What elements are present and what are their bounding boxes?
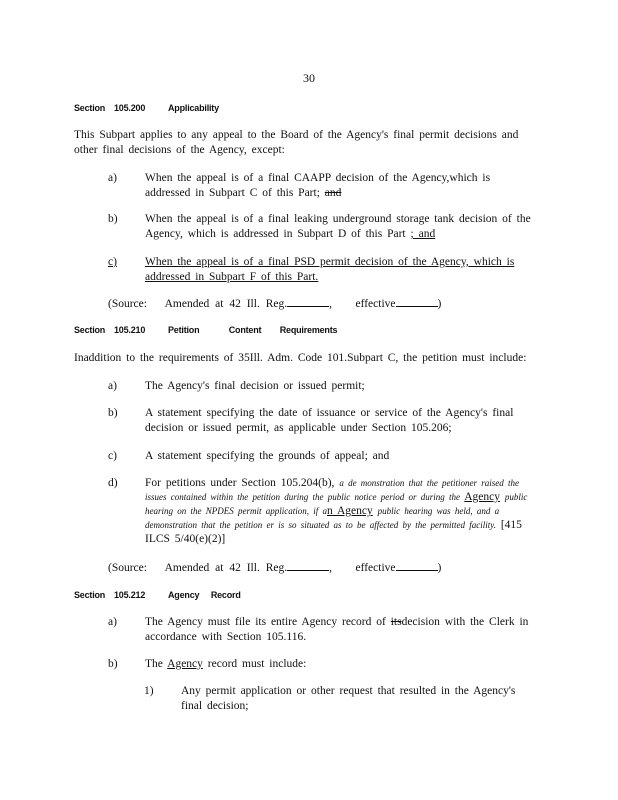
item-label: a) xyxy=(108,616,117,628)
item-text: The Agency's final decision or issued permit; xyxy=(145,380,365,392)
item-label: a) xyxy=(108,380,117,392)
item-label: d) xyxy=(108,477,118,489)
section-heading-105-200 xyxy=(74,103,219,113)
item-text: The Agency record must include: xyxy=(145,658,307,670)
inserted-text: Agency xyxy=(464,491,500,503)
inserted-text: n Agency xyxy=(327,505,373,517)
inserted-text: ; and xyxy=(410,228,436,240)
struck-text: and xyxy=(324,187,342,199)
blank-line xyxy=(287,296,329,307)
section-number: 105.210 xyxy=(114,325,146,335)
section-intro: Inaddition to the requirements of 35Ill. Adm. Code 101.Subpart C, the petition must include: xyxy=(74,352,527,364)
section-word: Section xyxy=(74,590,106,600)
item-text: For petitions under Section 105.204(b), a de monstration that the petitioner raised the issues contained within the petition during the public notice period or during the Agency public hearing on the NPDES permit application, if an Agency public hearing was held, and a demonstration that the petition er is so situated as to be affected by the permitted facility. [415 ILCS 5/40(e)(2)] xyxy=(145,477,528,545)
item-text-inserted: When the appeal is of a final PSD permit decision of the Agency, which is addressed in Subpart F of this Part. xyxy=(145,256,515,283)
section-heading-105-212: Section 105.212 Agency Record xyxy=(74,590,241,600)
blank-line xyxy=(396,296,438,307)
section-word: Section xyxy=(74,325,106,335)
item-text: A statement specifying the grounds of appeal; and xyxy=(145,450,390,462)
source-note: (Source: Amended at 42 Ill. Reg. , effective ) xyxy=(108,298,442,310)
inserted-text: Agency xyxy=(167,658,203,670)
item-label: 1) xyxy=(144,685,154,697)
blank-line xyxy=(287,560,329,571)
item-text: When the appeal is of a final leaking underground storage tank decision of the Agency, which is addressed in Subpart D of this Part ; and xyxy=(145,213,531,240)
section-intro: This Subpart applies to any appeal to the Board of the Agency's final permit decisions and other final decisions of the Agency, except: xyxy=(74,129,519,156)
section-number: 105.212 xyxy=(114,590,146,600)
section-number: 105.200 xyxy=(114,103,146,113)
item-label: c) xyxy=(108,450,117,462)
item-label: b) xyxy=(108,658,118,670)
item-text: A statement specifying the date of issuance or service of the Agency's final decision or issued permit, as applicable under Section 105.206; xyxy=(145,407,514,434)
item-label: c) xyxy=(108,256,117,268)
section-word: Section xyxy=(74,103,106,113)
section-title: Applicability xyxy=(168,103,219,113)
section-heading-105-210: Section 105.210 Petition Content Requirements xyxy=(74,325,338,335)
struck-text: its xyxy=(390,616,402,628)
page-number: 30 xyxy=(303,71,315,85)
blank-line xyxy=(396,560,438,571)
item-text: When the appeal is of a final CAAPP decision of the Agency,which is addressed in Subpart C of this Part; and xyxy=(145,172,491,199)
item-label: a) xyxy=(108,172,117,184)
item-label: b) xyxy=(108,407,118,419)
item-text: Any permit application or other request that resulted in the Agency's final decision; xyxy=(181,685,516,712)
item-label: b) xyxy=(108,213,118,225)
item-text: The Agency must file its entire Agency record of itsdecision with the Clerk in accordance with Section 105.116. xyxy=(145,616,529,643)
source-note: (Source: Amended at 42 Ill. Reg. , effective ) xyxy=(108,562,442,574)
